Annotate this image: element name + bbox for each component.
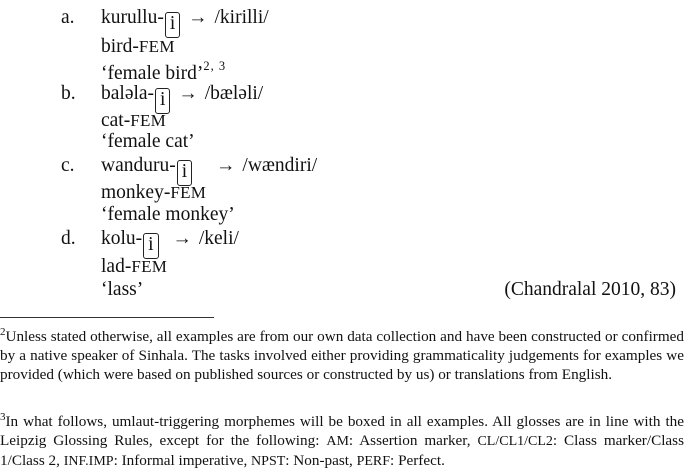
abbreviation: NPST bbox=[251, 454, 286, 469]
example-label-c: c. bbox=[61, 155, 75, 176]
example-a-line bbox=[101, 8, 269, 38]
arrow-icon: → bbox=[178, 83, 198, 104]
gloss-word: monkey- bbox=[101, 182, 171, 203]
output-form-d: /keli/ bbox=[198, 228, 239, 249]
footnote-number: 2 bbox=[0, 326, 6, 338]
umlaut-trigger-box: i bbox=[165, 12, 180, 38]
output-form-b: /bæləli/ bbox=[204, 83, 264, 104]
translation-c: ‘female monkey’ bbox=[101, 204, 235, 225]
arrow-icon: → bbox=[172, 228, 192, 249]
footnote-3 bbox=[0, 408, 684, 471]
umlaut-trigger-box: i bbox=[155, 88, 170, 114]
gloss-tag: FEM bbox=[138, 37, 175, 56]
gloss-tag: FEM bbox=[170, 183, 207, 202]
umlaut-trigger-box: i bbox=[143, 233, 158, 259]
stem-d: kolu- bbox=[101, 228, 143, 249]
gloss-word: bird- bbox=[101, 36, 139, 57]
translation-b: ‘female cat’ bbox=[101, 131, 195, 152]
stem-a: kurullu- bbox=[101, 7, 164, 28]
footnote-number: 3 bbox=[0, 411, 6, 423]
footnote-text: In what follows, umlaut-triggering morphemes will be boxed in all examples. All glosses are in line with the Leipzig Glossing Rules, except for the following: bbox=[0, 413, 684, 449]
stem-c: wanduru- bbox=[101, 155, 176, 176]
translation-d: ‘lass’ bbox=[101, 279, 144, 300]
gloss-tag: FEM bbox=[130, 111, 167, 130]
abbreviation: AM bbox=[326, 434, 349, 449]
gloss-a bbox=[101, 37, 175, 57]
output-form-a: /kirilli/ bbox=[214, 7, 269, 28]
gloss-c bbox=[101, 183, 206, 203]
citation: (Chandralal 2010, 83) bbox=[504, 279, 676, 300]
footnote-text: Unless stated otherwise, all examples are from our own data collection and have been constructed or confirmed by a native speaker of Sinhala. The tasks involved either providing grammaticality judgements for examples we provided (which were based on published sources or constructed by us) or translations from English. bbox=[0, 328, 684, 383]
example-label-b: b. bbox=[61, 83, 76, 104]
footnote-text: : Informal imperative, bbox=[113, 452, 252, 469]
gloss-b bbox=[101, 111, 166, 131]
footnote-2 bbox=[0, 323, 684, 384]
abbreviation: PERF bbox=[356, 454, 391, 469]
translation-a bbox=[101, 60, 226, 84]
abbreviation: CL/CL1/CL2 bbox=[477, 434, 553, 449]
gloss-d bbox=[101, 257, 167, 277]
arrow-icon: → bbox=[188, 7, 208, 28]
gloss-word: lad- bbox=[101, 256, 132, 277]
footnote-text: : Assertion marker, bbox=[348, 432, 478, 449]
gloss-word: cat- bbox=[101, 110, 131, 131]
stem-b: baləla- bbox=[101, 83, 155, 104]
gloss-tag: FEM bbox=[131, 257, 168, 276]
umlaut-trigger-box: i bbox=[177, 160, 192, 186]
abbreviation: INF.IMP bbox=[63, 454, 114, 469]
arrow-icon: → bbox=[216, 155, 236, 176]
example-label-d: d. bbox=[61, 228, 76, 249]
example-label-a: a. bbox=[61, 7, 75, 28]
translation-text: ‘female bird’ bbox=[101, 63, 204, 84]
footnote-text: : Perfect. bbox=[390, 452, 445, 469]
footnote-refs: 2, 3 bbox=[203, 59, 227, 73]
output-form-c: /wændiri/ bbox=[242, 155, 318, 176]
footnote-rule bbox=[0, 317, 214, 318]
footnote-text: : Non-past, bbox=[285, 452, 357, 469]
example-d-line bbox=[101, 229, 239, 259]
footnote-text: : Class marker/Class 1/Class 2, bbox=[0, 432, 684, 469]
